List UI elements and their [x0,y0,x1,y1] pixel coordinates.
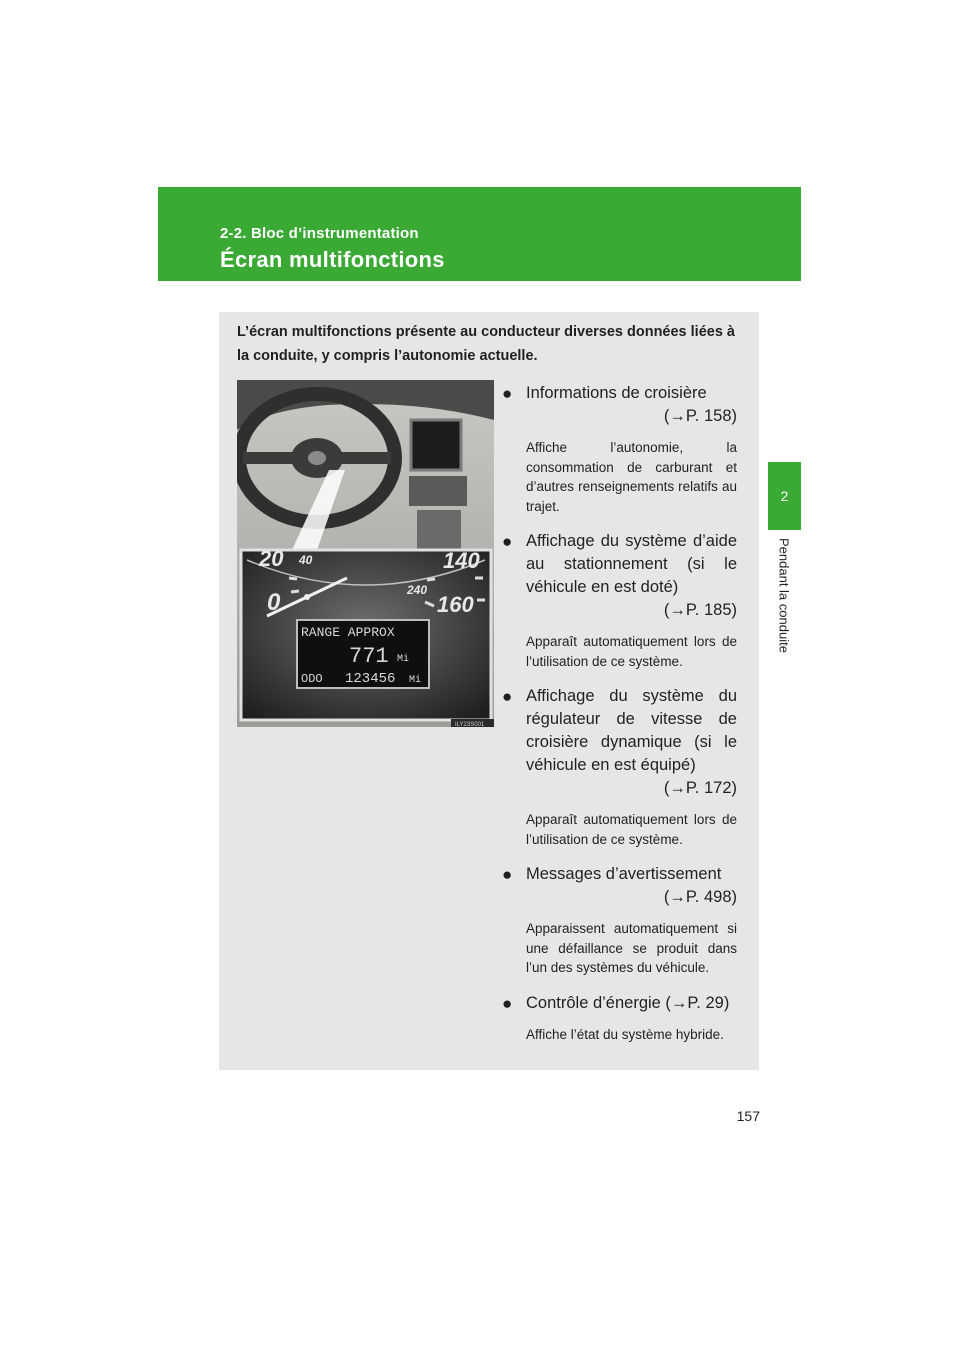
bullet-icon: ● [502,532,513,551]
chapter-number: 2 [780,488,789,504]
gauge-label-20: 20 [259,546,284,571]
item-title: Affichage du système d’aide au stationnement (si le véhicule en est doté) [526,532,737,596]
lcd-range-value: 771 [349,644,389,669]
lcd-odo-value: 123456 [345,671,396,687]
item-title: Affichage du système du régulateur de vitesse de croisière dynamique (si le véhicule en est équipé) [526,687,737,774]
bullet-icon: ● [502,993,513,1013]
chapter-header [158,187,801,281]
page-reference-link[interactable]: (→P. 185) [663,601,737,619]
dashboard-photo [237,380,494,727]
gauge-label-240: 240 [407,583,428,597]
lcd-odo-unit: Mi [409,675,422,686]
lcd-range-unit: Mi [397,654,410,665]
bullet-icon: ● [502,384,513,403]
feature-list [502,382,737,1044]
gauge-label-140: 140 [443,548,480,573]
item-title: Informations de croisière [526,384,707,402]
page-reference-link[interactable]: (→P. 158) [663,407,737,425]
page-reference-link[interactable]: (→P. 172) [663,779,737,797]
page-reference-link[interactable]: (→P. 498) [663,888,737,906]
gauge-label-40: 40 [299,553,313,567]
bullet-icon: ● [502,865,513,884]
gauge-label-160: 160 [437,592,474,617]
list-item-warning-messages [502,863,737,978]
list-item-parking-assist [502,530,737,671]
item-title: Messages d’avertissement [526,865,722,883]
item-description: Affiche l’état du système hybride. [526,1026,724,1042]
item-description: Apparaît automatiquement lors de l’utilisation de ce système. [526,634,737,669]
section-label: 2-2. Bloc d’instrumentation [220,225,419,242]
item-description: Apparaissent automatiquement si une défaillance se produit dans l’un des systèmes du véhicule. [526,921,737,975]
page-number: 157 [736,1108,760,1124]
image-code: ILY23S001 [455,722,485,727]
page-title: Écran multifonctions [220,247,445,272]
list-item-dynamic-cruise [502,685,737,849]
lcd-odo-label: ODO [301,672,323,686]
list-item-energy-monitor [502,992,737,1045]
content-panel [219,312,759,1070]
chapter-label: Pendant la conduite [776,538,792,653]
item-description: Affiche l’autonomie, la consommation de carburant et d’autres renseignements relatifs au trajet. [526,440,737,514]
intro-text: L’écran multifonctions présente au conducteur diverses données liées à la conduite, y compris l’autonomie actuelle. [237,324,735,364]
bullet-icon: ● [502,687,513,706]
item-description: Apparaît automatiquement lors de l’utilisation de ce système. [526,812,737,847]
lcd-range-label: RANGE APPROX [301,625,395,640]
item-title-with-reference[interactable]: Contrôle d’énergie (→P. 29) [526,993,730,1012]
gauge-label-0: 0 [267,589,281,616]
dashboard-illustration [237,380,494,727]
list-item-cruise-info [502,382,737,516]
chapter-tab [768,462,801,530]
